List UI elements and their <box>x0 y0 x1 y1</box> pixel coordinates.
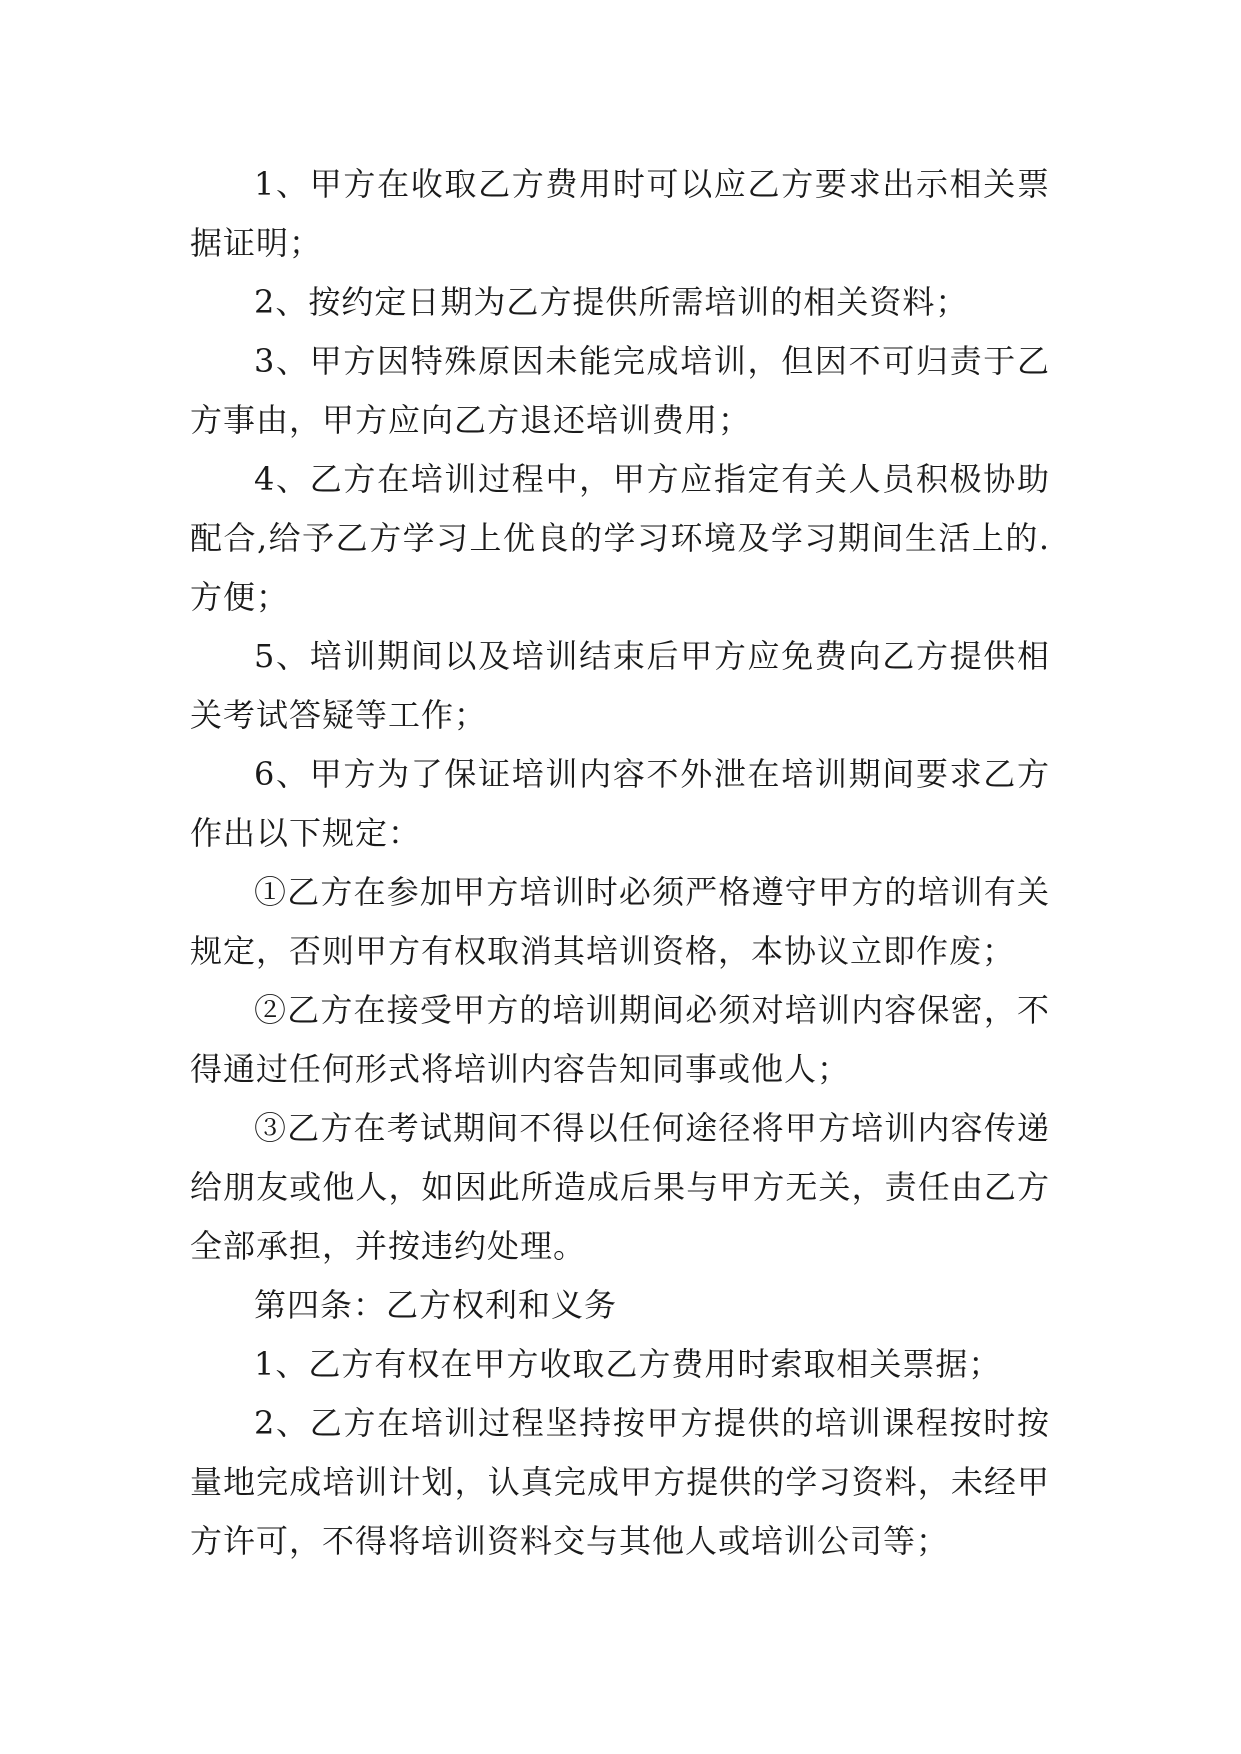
paragraph-party-b-training: 2、乙方在培训过程坚持按甲方提供的培训课程按时按量地完成培训计划，认真完成甲方提供的学习资料，未经甲方许可，不得将培训资料交与其他人或培训公司等； <box>190 1404 1050 1560</box>
paragraph-confidentiality-intro: 6、甲方为了保证培训内容不外泄在培训期间要求乙方作出以下规定： <box>190 755 1050 852</box>
document-body <box>190 155 1050 1571</box>
paragraph-party-b-receipt: 1、乙方有权在甲方收取乙方费用时索取相关票据； <box>254 1345 1002 1383</box>
paragraph-assistance: 4、乙方在培训过程中，甲方应指定有关人员积极协助配合,给予乙方学习上优良的学习环境及学习期间生活上的.方便； <box>190 460 1050 616</box>
paragraph-rule-1: ①乙方在参加甲方培训时必须严格遵守甲方的培训有关规定，否则甲方有权取消其培训资格，本协议立即作废； <box>190 873 1050 970</box>
paragraph-party-a-receipt: 1、甲方在收取乙方费用时可以应乙方要求出示相关票据证明； <box>190 165 1050 262</box>
paragraph-exam-support: 5、培训期间以及培训结束后甲方应免费向乙方提供相关考试答疑等工作； <box>190 637 1050 734</box>
paragraph-provide-materials: 2、按约定日期为乙方提供所需培训的相关资料； <box>254 283 969 321</box>
paragraph-rule-3: ③乙方在考试期间不得以任何途径将甲方培训内容传递给朋友或他人，如因此所造成后果与甲方无关，责任由乙方全部承担，并按违约处理。 <box>190 1109 1050 1265</box>
paragraph-refund: 3、甲方因特殊原因未能完成培训，但因不可归责于乙方事由，甲方应向乙方退还培训费用； <box>190 342 1050 439</box>
section-heading-article-4: 第四条：乙方权利和义务 <box>254 1286 618 1324</box>
paragraph-rule-2: ②乙方在接受甲方的培训期间必须对培训内容保密，不得通过任何形式将培训内容告知同事或他人； <box>190 991 1050 1088</box>
